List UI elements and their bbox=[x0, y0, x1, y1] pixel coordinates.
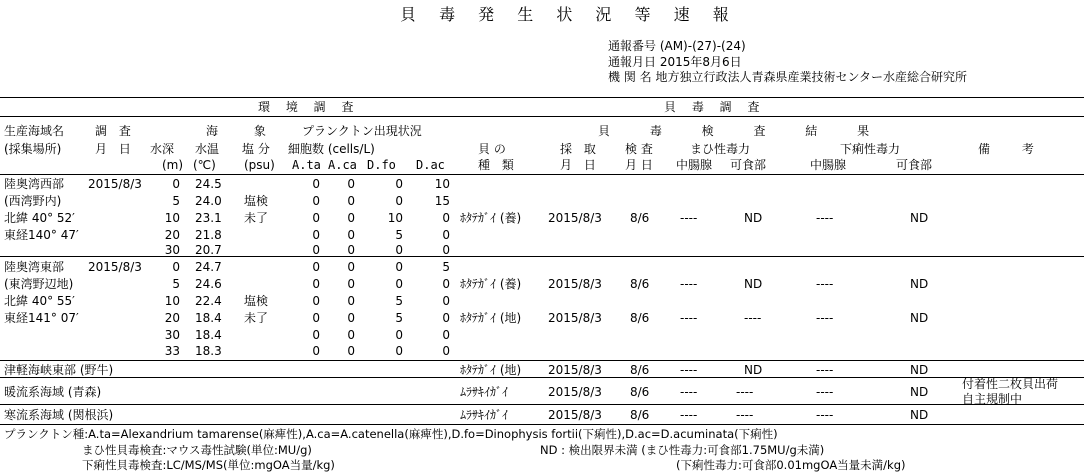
dfo-cell: 5 bbox=[395, 311, 403, 325]
aca-cell: 0 bbox=[347, 228, 355, 242]
psp-header: まひ性毒力 bbox=[690, 142, 751, 156]
dfo-cell: 0 bbox=[395, 194, 403, 208]
sample-header: 採 取 bbox=[560, 142, 600, 156]
rule-row4-bottom bbox=[0, 404, 1084, 405]
aca-cell: 0 bbox=[347, 177, 355, 191]
dsp-edible-value: ND bbox=[910, 408, 929, 422]
shell-type-header: 種 類 bbox=[478, 158, 518, 172]
col-dfo: D.fo bbox=[367, 158, 396, 172]
area-name: 寒流系海域 (関根浜) bbox=[4, 408, 114, 422]
rule-header-bottom bbox=[0, 174, 1084, 175]
depth-cell: 20 bbox=[164, 311, 180, 325]
latitude: 北緯 40° 55′ bbox=[4, 294, 75, 308]
psp-edible-value: ND bbox=[744, 211, 763, 225]
dsp-edible-value: ND bbox=[910, 211, 929, 225]
area-name: 陸奥湾西部 bbox=[4, 177, 65, 191]
depth-cell: 30 bbox=[164, 243, 180, 257]
footnote-nd: ND : 検出限界未満 (まひ性毒力:可食部1.75MU/g未満) bbox=[540, 443, 825, 457]
col-aca: A.ca bbox=[328, 158, 357, 172]
rule-block2-bottom bbox=[0, 360, 1084, 361]
temp-cell: 21.8 bbox=[195, 228, 222, 242]
test-date: 8/6 bbox=[630, 311, 650, 325]
remark-text: 自主規制中 bbox=[962, 392, 1023, 406]
area-name: 津軽海峡東部 (野牛) bbox=[4, 363, 114, 377]
ata-cell: 0 bbox=[312, 228, 320, 242]
temp-cell: 22.4 bbox=[195, 294, 222, 308]
depth-cell: 20 bbox=[164, 228, 180, 242]
psp-mid-value: ---- bbox=[680, 311, 698, 325]
psp-edible-value: ---- bbox=[744, 311, 762, 325]
dac-cell: 0 bbox=[442, 294, 450, 308]
toxin-survey-header: 貝 毒 調 査 bbox=[664, 100, 766, 114]
aca-cell: 0 bbox=[347, 243, 355, 257]
report-number: 通報番号 (AM)-(27)-(24) bbox=[608, 39, 746, 53]
area-name: 陸奥湾東部 bbox=[4, 260, 65, 274]
rule-header-split bbox=[0, 116, 1084, 117]
depth-cell: 5 bbox=[172, 277, 180, 291]
psp-mid-header: 中腸腺 bbox=[676, 158, 713, 172]
survey-date-header: 月 日 bbox=[95, 142, 135, 156]
area-location: (西湾野内) bbox=[4, 194, 62, 208]
dsp-edible-value: ND bbox=[910, 277, 929, 291]
area-sub-header: (採集場所) bbox=[4, 142, 62, 156]
dfo-cell: 0 bbox=[395, 344, 403, 358]
salinity-cell: 未了 bbox=[244, 311, 269, 325]
dac-cell: 0 bbox=[442, 243, 450, 257]
psp-mid-value: ---- bbox=[680, 408, 698, 422]
temp-cell: 23.1 bbox=[195, 211, 222, 225]
rule-row3-bottom bbox=[0, 377, 1084, 378]
footnote-psp-method: まひ性貝毒検査:マウス毒性試験(単位:MU/g) bbox=[82, 443, 312, 457]
temp-cell: 24.0 bbox=[195, 194, 222, 208]
longitude: 東経141° 07′ bbox=[4, 311, 79, 325]
depth-cell: 0 bbox=[172, 177, 180, 191]
dac-cell: 0 bbox=[442, 228, 450, 242]
temp-header: 水温 bbox=[195, 142, 220, 156]
depth-unit: (m) bbox=[162, 158, 184, 172]
survey-date: 2015/8/3 bbox=[88, 260, 142, 274]
test-date: 8/6 bbox=[630, 385, 650, 399]
report-date: 通報月日 2015年8月6日 bbox=[608, 55, 742, 69]
salinity-cell: 塩検 bbox=[244, 294, 269, 308]
depth-cell: 0 bbox=[172, 260, 180, 274]
sample-date: 2015/8/3 bbox=[548, 385, 602, 399]
ata-cell: 0 bbox=[312, 344, 320, 358]
area-name: 暖流系海域 (青森) bbox=[4, 385, 102, 399]
test-date: 8/6 bbox=[630, 211, 650, 225]
aca-cell: 0 bbox=[347, 194, 355, 208]
page-title: 貝 毒 発 生 状 況 等 速 報 bbox=[400, 5, 738, 24]
psp-edible-value: ---- bbox=[736, 408, 754, 422]
agency-name: 機 関 名 地方独立行政法人青森県産業技術センター水産総合研究所 bbox=[608, 70, 967, 84]
temp-cell: 18.4 bbox=[195, 328, 222, 342]
ata-cell: 0 bbox=[312, 243, 320, 257]
dsp-header: 下痢性毒力 bbox=[840, 142, 901, 156]
footnote-dsp-method: 下痢性貝毒検査:LC/MS/MS(単位:mgOA当量/kg) bbox=[82, 458, 335, 472]
depth-cell: 30 bbox=[164, 328, 180, 342]
dfo-cell: 10 bbox=[387, 211, 403, 225]
dfo-cell: 5 bbox=[395, 228, 403, 242]
test-date: 8/6 bbox=[630, 277, 650, 291]
psp-mid-value: ---- bbox=[680, 277, 698, 291]
psp-edible-value: ---- bbox=[736, 385, 754, 399]
dfo-cell: 0 bbox=[395, 277, 403, 291]
sample-date: 2015/8/3 bbox=[548, 277, 602, 291]
dac-cell: 5 bbox=[442, 260, 450, 274]
temp-cell: 18.4 bbox=[195, 311, 222, 325]
dsp-edible-value: ND bbox=[910, 385, 929, 399]
dsp-mid-value: ---- bbox=[816, 211, 834, 225]
test-results-header: 貝 毒 検 査 結 果 bbox=[598, 124, 888, 138]
depth-cell: 10 bbox=[164, 211, 180, 225]
dac-cell: 0 bbox=[442, 311, 450, 325]
temp-cell: 18.3 bbox=[195, 344, 222, 358]
aca-cell: 0 bbox=[347, 311, 355, 325]
col-dac: D.ac bbox=[416, 158, 445, 172]
survey-header: 調 査 bbox=[95, 124, 135, 138]
salinity-cell: 未了 bbox=[244, 211, 269, 225]
aca-cell: 0 bbox=[347, 277, 355, 291]
aca-cell: 0 bbox=[347, 211, 355, 225]
psp-edible-value: ND bbox=[744, 277, 763, 291]
ata-cell: 0 bbox=[312, 194, 320, 208]
test-date: 8/6 bbox=[630, 408, 650, 422]
dfo-cell: 0 bbox=[395, 177, 403, 191]
ocean-header: 海 象 bbox=[206, 124, 282, 138]
test-header: 検 査 bbox=[625, 142, 653, 156]
psp-mid-value: ---- bbox=[680, 385, 698, 399]
dsp-mid-header: 中腸腺 bbox=[810, 158, 847, 172]
dac-cell: 15 bbox=[434, 194, 450, 208]
dsp-mid-value: ---- bbox=[816, 277, 834, 291]
shell-type: ﾎﾀﾃｶﾞｲ (養) bbox=[460, 211, 522, 225]
temp-unit: (℃) bbox=[193, 158, 216, 172]
dfo-cell: 0 bbox=[395, 260, 403, 274]
shell-type: ﾎﾀﾃｶﾞｲ (養) bbox=[460, 277, 522, 291]
shell-type: ﾑﾗｻｷｲｶﾞｲ bbox=[460, 385, 509, 399]
dsp-mid-value: ---- bbox=[816, 311, 834, 325]
ata-cell: 0 bbox=[312, 260, 320, 274]
sample-date-header: 月 日 bbox=[560, 158, 600, 172]
dsp-mid-value: ---- bbox=[816, 408, 834, 422]
dfo-cell: 0 bbox=[395, 328, 403, 342]
ata-cell: 0 bbox=[312, 177, 320, 191]
col-ata: A.ta bbox=[292, 158, 321, 172]
psp-mid-value: ---- bbox=[680, 211, 698, 225]
dsp-mid-value: ---- bbox=[816, 363, 834, 377]
ata-cell: 0 bbox=[312, 294, 320, 308]
depth-cell: 5 bbox=[172, 194, 180, 208]
remark-text: 付着性二枚貝出荷 bbox=[962, 377, 1059, 391]
shell-type: ﾎﾀﾃｶﾞｲ (地) bbox=[460, 363, 522, 377]
area-header: 生産海域名 bbox=[4, 124, 65, 138]
dac-cell: 10 bbox=[434, 177, 450, 191]
salinity-unit: (psu) bbox=[244, 158, 275, 172]
sample-date: 2015/8/3 bbox=[548, 408, 602, 422]
rule-row5-bottom bbox=[0, 424, 1084, 425]
temp-cell: 24.7 bbox=[195, 260, 222, 274]
ata-cell: 0 bbox=[312, 328, 320, 342]
cells-header: 細胞数 (cells/L) bbox=[288, 142, 375, 156]
area-location: (東湾野辺地) bbox=[4, 277, 74, 291]
dfo-cell: 0 bbox=[395, 243, 403, 257]
dac-cell: 0 bbox=[442, 211, 450, 225]
shell-header: 貝 の bbox=[478, 142, 506, 156]
dac-cell: 0 bbox=[442, 277, 450, 291]
depth-cell: 10 bbox=[164, 294, 180, 308]
psp-mid-value: ---- bbox=[680, 363, 698, 377]
salinity-cell: 塩検 bbox=[244, 194, 269, 208]
test-date-header: 月 日 bbox=[625, 158, 653, 172]
survey-date: 2015/8/3 bbox=[88, 177, 142, 191]
temp-cell: 20.7 bbox=[195, 243, 222, 257]
rule-top bbox=[0, 97, 1084, 98]
dac-cell: 0 bbox=[442, 328, 450, 342]
sample-date: 2015/8/3 bbox=[548, 311, 602, 325]
remarks-header: 備 考 bbox=[978, 142, 1048, 156]
psp-edible-header: 可食部 bbox=[730, 158, 767, 172]
dsp-edible-value: ND bbox=[910, 311, 929, 325]
aca-cell: 0 bbox=[347, 344, 355, 358]
temp-cell: 24.6 bbox=[195, 277, 222, 291]
sample-date: 2015/8/3 bbox=[548, 211, 602, 225]
dsp-edible-value: ND bbox=[910, 363, 929, 377]
aca-cell: 0 bbox=[347, 260, 355, 274]
aca-cell: 0 bbox=[347, 294, 355, 308]
depth-header: 水深 bbox=[150, 142, 175, 156]
ata-cell: 0 bbox=[312, 211, 320, 225]
env-survey-header: 環 境 調 査 bbox=[258, 100, 360, 114]
depth-cell: 33 bbox=[164, 344, 180, 358]
footnote-dsp-limit: (下痢性毒力:可食部0.01mgOA当量未満/kg) bbox=[676, 458, 906, 472]
temp-cell: 24.5 bbox=[195, 177, 222, 191]
sample-date: 2015/8/3 bbox=[548, 363, 602, 377]
dsp-mid-value: ---- bbox=[816, 385, 834, 399]
salinity-header: 塩 分 bbox=[242, 142, 270, 156]
dsp-edible-header: 可食部 bbox=[896, 158, 933, 172]
ata-cell: 0 bbox=[312, 277, 320, 291]
footnote-plankton: プランクトン種:A.ta=Alexandrium tamarense(麻痺性),A.ca=A.catenella(麻痺性),D.fo=Dinophysis fortii(下痢性),D.ac=D.acuminata(下痢性) bbox=[4, 427, 778, 441]
aca-cell: 0 bbox=[347, 328, 355, 342]
psp-edible-value: ND bbox=[744, 363, 763, 377]
dfo-cell: 5 bbox=[395, 294, 403, 308]
dac-cell: 0 bbox=[442, 344, 450, 358]
plankton-header: プランクトン出現状況 bbox=[302, 124, 422, 138]
latitude: 北緯 40° 52′ bbox=[4, 211, 75, 225]
test-date: 8/6 bbox=[630, 363, 650, 377]
shell-type: ﾎﾀﾃｶﾞｲ (地) bbox=[460, 311, 522, 325]
shell-type: ﾑﾗｻｷｲｶﾞｲ bbox=[460, 408, 509, 422]
longitude: 東経140° 47′ bbox=[4, 228, 79, 242]
ata-cell: 0 bbox=[312, 311, 320, 325]
